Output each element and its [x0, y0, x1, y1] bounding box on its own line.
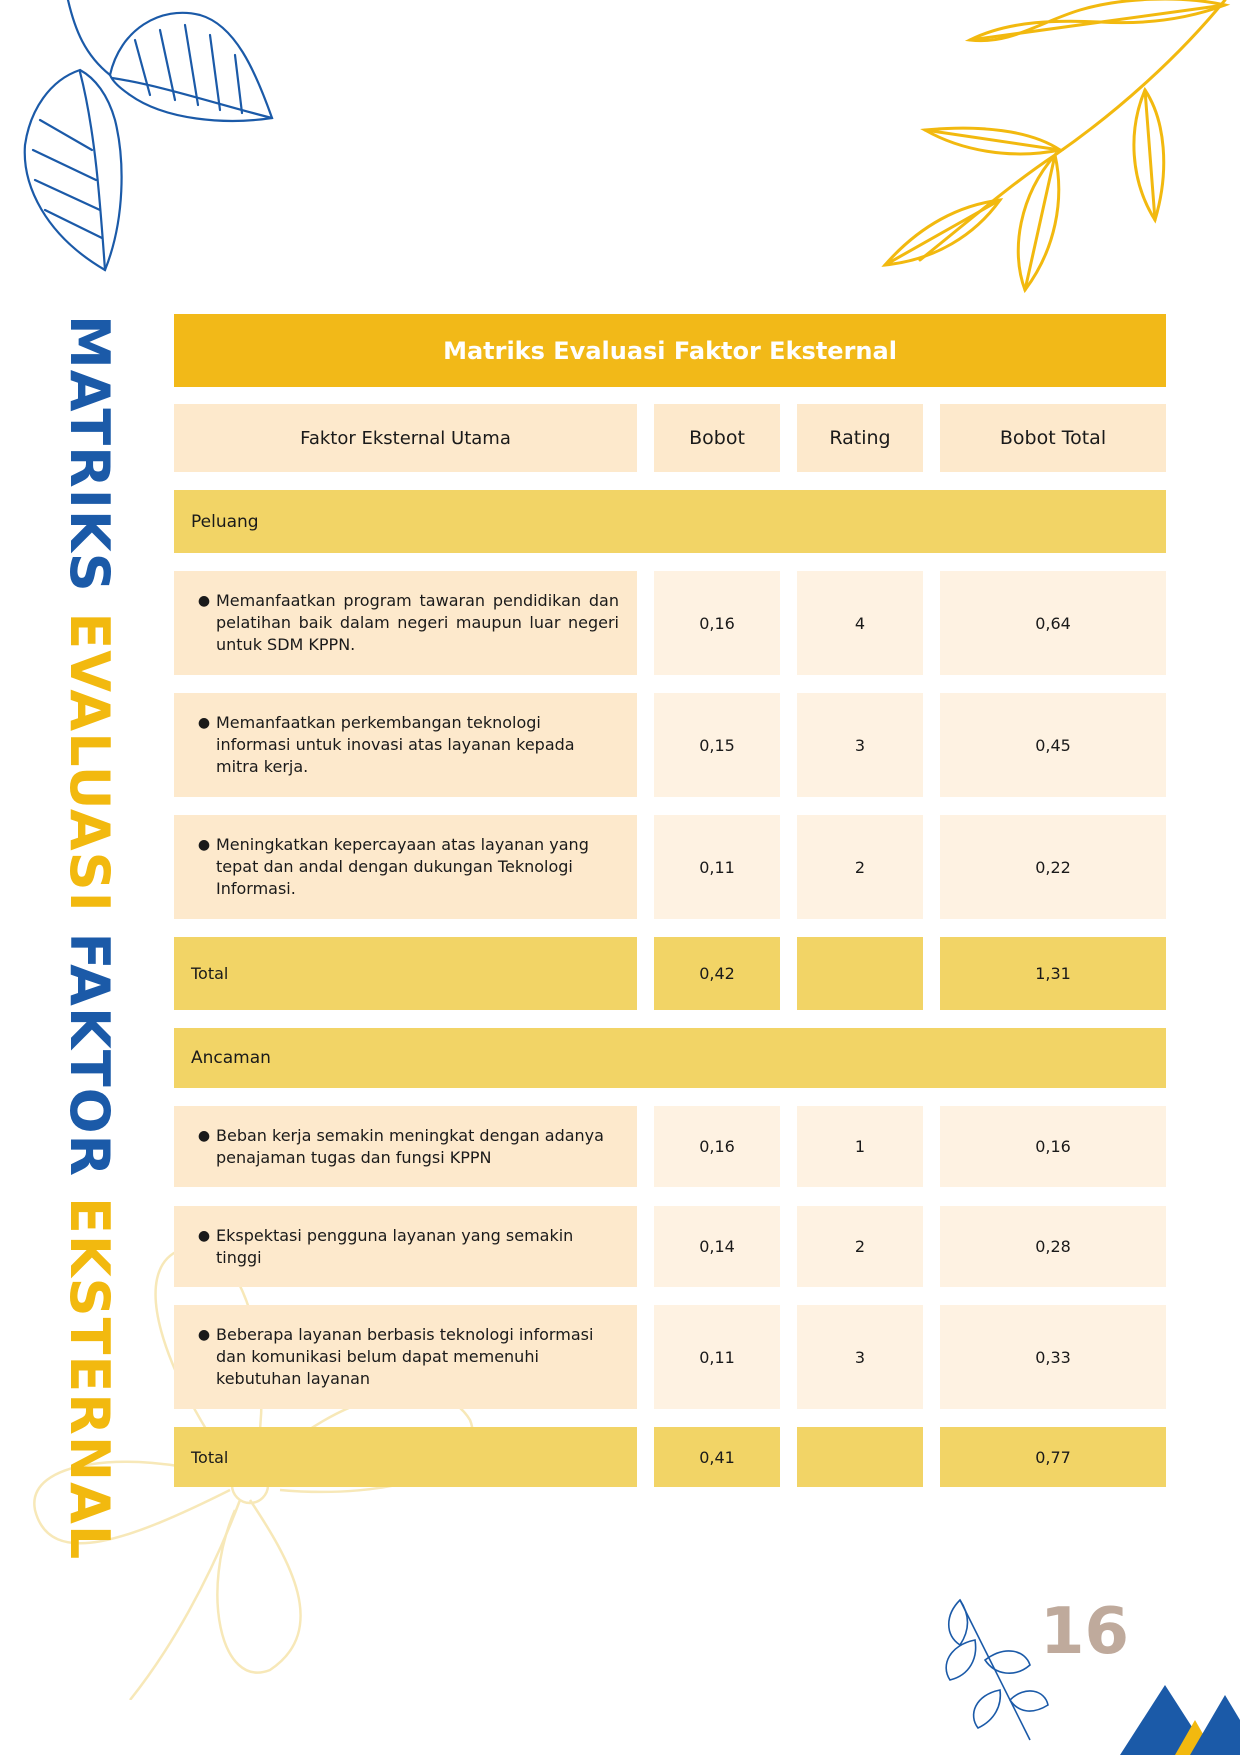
factor-text: Ekspektasi pengguna layanan yang semakin tinggi: [216, 1225, 574, 1267]
bullet-icon: ●: [197, 1127, 211, 1144]
ancaman-row-3-bobot: 0,11: [654, 1305, 780, 1409]
corner-triangles-decoration: [1120, 1680, 1240, 1755]
ancaman-row-3-text: [174, 1305, 637, 1409]
side-title-word-3: FAKTOR: [58, 932, 121, 1178]
bullet-icon: ●: [197, 593, 211, 609]
table-title: Matriks Evaluasi Faktor Eksternal: [174, 314, 1166, 387]
bullet-icon: ●: [197, 1327, 211, 1343]
ancaman-row-2-total: 0,28: [940, 1206, 1166, 1287]
ancaman-row-1-text: [174, 1106, 637, 1187]
section-peluang: Peluang: [174, 490, 1166, 553]
page-number: 16: [1040, 1595, 1130, 1669]
side-title-word-2: EVALUASI: [58, 612, 121, 913]
peluang-total-bobot-total: 1,31: [940, 937, 1166, 1010]
header-bobot: Bobot: [654, 404, 780, 472]
peluang-row-1-text: [174, 571, 637, 675]
peluang-row-2-total: 0,45: [940, 693, 1166, 797]
side-title-word-1: MATRIKS: [58, 315, 121, 593]
ancaman-row-1-rating: 1: [797, 1106, 923, 1187]
peluang-total-rating-empty: [797, 937, 923, 1010]
ancaman-row-2-rating: 2: [797, 1206, 923, 1287]
ancaman-total-bobot: 0,41: [654, 1427, 780, 1487]
section-ancaman: Ancaman: [174, 1028, 1166, 1088]
peluang-row-2-bobot: 0,15: [654, 693, 780, 797]
side-title-word-4: EKSTERNAL: [58, 1196, 121, 1561]
bullet-icon: ●: [197, 1227, 211, 1244]
peluang-row-1-total: 0,64: [940, 571, 1166, 675]
ancaman-total-rating-empty: [797, 1427, 923, 1487]
peluang-row-3-bobot: 0,11: [654, 815, 780, 919]
ancaman-total-bobot-total: 0,77: [940, 1427, 1166, 1487]
bullet-icon: ●: [197, 837, 211, 853]
peluang-row-2-text: [174, 693, 637, 797]
ancaman-row-3-rating: 3: [797, 1305, 923, 1409]
gold-branch-decoration: [860, 0, 1240, 300]
header-bobot-total: Bobot Total: [940, 404, 1166, 472]
ancaman-row-1-total: 0,16: [940, 1106, 1166, 1187]
peluang-row-3-rating: 2: [797, 815, 923, 919]
peluang-row-1-bobot: 0,16: [654, 571, 780, 675]
factor-text: Beban kerja semakin meningkat dengan adanya penajaman tugas dan fungsi KPPN: [216, 1125, 604, 1167]
factor-text: Meningkatkan kepercayaan atas layanan yang tepat dan andal dengan dukungan Teknologi Informasi.: [216, 835, 589, 898]
peluang-total-bobot: 0,42: [654, 937, 780, 1010]
ancaman-row-2-text: [174, 1206, 637, 1287]
ancaman-total-label: Total: [174, 1427, 637, 1487]
header-rating: Rating: [797, 404, 923, 472]
factor-text: Memanfaatkan program tawaran pendidikan dan pelatihan baik dalam negeri maupun luar negeri untuk SDM KPPN.: [216, 591, 619, 654]
peluang-total-label: Total: [174, 937, 637, 1010]
factor-text: Memanfaatkan perkembangan teknologi informasi untuk inovasi atas layanan kepada mitra kerja.: [216, 713, 575, 776]
ancaman-row-1-bobot: 0,16: [654, 1106, 780, 1187]
peluang-row-1-rating: 4: [797, 571, 923, 675]
bullet-icon: ●: [197, 715, 211, 731]
header-factor: Faktor Eksternal Utama: [174, 404, 637, 472]
peluang-row-3-text: [174, 815, 637, 919]
peluang-row-2-rating: 3: [797, 693, 923, 797]
blue-sprig-decoration: [930, 1590, 1050, 1750]
ancaman-row-3-total: 0,33: [940, 1305, 1166, 1409]
blue-leaves-decoration: [0, 0, 290, 280]
factor-text: Beberapa layanan berbasis teknologi informasi dan komunikasi belum dapat memenuhi kebutuhan layanan: [216, 1325, 594, 1388]
side-title: [58, 315, 121, 1561]
peluang-row-3-total: 0,22: [940, 815, 1166, 919]
ancaman-row-2-bobot: 0,14: [654, 1206, 780, 1287]
